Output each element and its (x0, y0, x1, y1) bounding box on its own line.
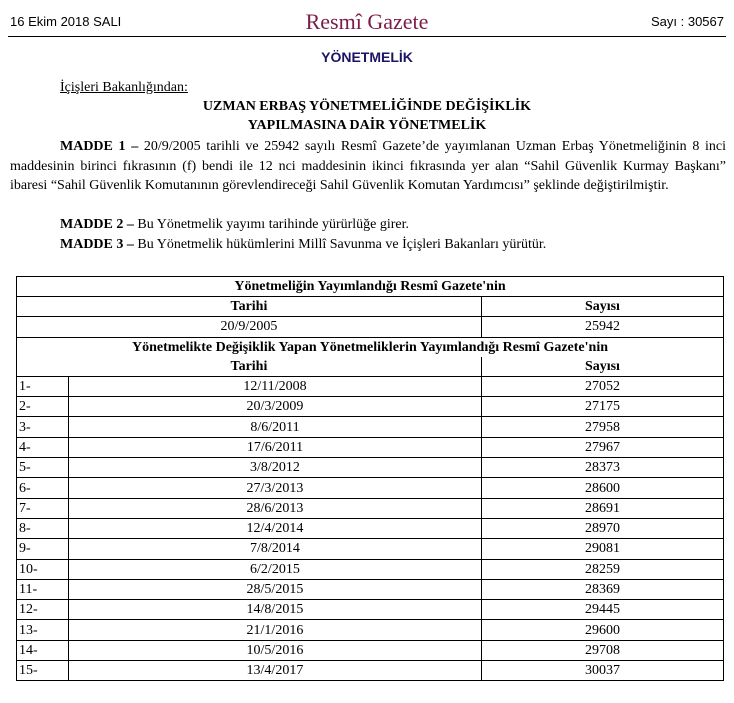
table-row (17, 518, 724, 538)
regulation-title (0, 97, 734, 135)
row-number-cell: 15- (17, 661, 69, 681)
row-date-cell: 13/4/2017 (69, 661, 482, 681)
table-row (17, 539, 724, 559)
number-column-header: Sayısı (481, 297, 723, 317)
table-row (17, 417, 724, 437)
table-row (17, 620, 724, 640)
row-date-cell: 28/6/2013 (69, 498, 482, 518)
article-1-text: 20/9/2005 tarihli ve 25942 sayılı Resmî Gazete’de yayımlanan Uzman Erbaş Yönetmeliğinin 8 inci maddesinin birinci fıkrasının (f) bendi ile 12 nci maddesinin ikinci fıkrasında yer alan “Sahil Güvenlik Kurmay Başkanı” ibaresi “Sahil Güvenlik Komutanının görevlendireceği Sahil Güvenlik Komutan Yardımcısı” şeklinde değiştirilmiştir. (10, 139, 726, 193)
article-3 (60, 237, 546, 253)
row-issue-number-cell: 28970 (481, 518, 723, 538)
regulation-title-line-1: UZMAN ERBAŞ YÖNETMELİĞİNDE DEĞİŞİKLİK (202, 99, 532, 114)
original-row (17, 317, 724, 337)
amendment-header-row (17, 337, 724, 357)
row-issue-number-cell: 28691 (481, 498, 723, 518)
row-number-cell: 13- (17, 620, 69, 640)
table-header-row (17, 277, 724, 297)
table-row (17, 478, 724, 498)
section-title: YÖNETMELİK (321, 49, 413, 65)
date-column-header: Tarihi (17, 297, 482, 317)
original-date-cell: 20/9/2005 (17, 317, 482, 337)
publication-date: 16 Ekim 2018 SALI (10, 14, 122, 29)
table-row (17, 559, 724, 579)
row-issue-number-cell: 29445 (481, 600, 723, 620)
amendment-header-cell: Yönetmelikte Değişiklik Yapan Yönetmeliklerin Yayımlandığı Resmî Gazete'nin (17, 337, 724, 357)
row-number-cell: 9- (17, 539, 69, 559)
row-number-cell: 10- (17, 559, 69, 579)
row-issue-number-cell: 29708 (481, 640, 723, 660)
article-1-label: MADDE 1 – (60, 139, 139, 154)
row-issue-number-cell: 27958 (481, 417, 723, 437)
amendment-history-table (16, 276, 724, 681)
article-3-label: MADDE 3 – (60, 237, 134, 252)
row-issue-number-cell: 28373 (481, 458, 723, 478)
table-row (17, 437, 724, 457)
original-number-cell: 25942 (481, 317, 723, 337)
row-date-cell: 7/8/2014 (69, 539, 482, 559)
row-number-cell: 6- (17, 478, 69, 498)
table-row (17, 458, 724, 478)
table-row (17, 498, 724, 518)
issuing-ministry: İçişleri Bakanlığından: (60, 80, 188, 95)
amendment-number-column-header: Sayısı (481, 357, 723, 377)
issue-number: Sayı : 30567 (651, 14, 724, 29)
row-number-cell: 14- (17, 640, 69, 660)
row-number-cell: 4- (17, 437, 69, 457)
row-issue-number-cell: 29081 (481, 539, 723, 559)
row-number-cell: 3- (17, 417, 69, 437)
row-number-cell: 12- (17, 600, 69, 620)
regulation-title-line-2: YAPILMASINA DAİR YÖNETMELİK (247, 118, 487, 133)
row-date-cell: 17/6/2011 (69, 437, 482, 457)
row-issue-number-cell: 27052 (481, 376, 723, 396)
table-row (17, 376, 724, 396)
table-row (17, 397, 724, 417)
row-date-cell: 6/2/2015 (69, 559, 482, 579)
row-date-cell: 14/8/2015 (69, 600, 482, 620)
row-number-cell: 2- (17, 397, 69, 417)
row-number-cell: 5- (17, 458, 69, 478)
row-date-cell: 21/1/2016 (69, 620, 482, 640)
row-date-cell: 10/5/2016 (69, 640, 482, 660)
article-3-text: Bu Yönetmelik hükümlerini Millî Savunma ve İçişleri Bakanları yürütür. (133, 237, 547, 252)
article-1 (10, 137, 726, 196)
table-row (17, 600, 724, 620)
row-issue-number-cell: 29600 (481, 620, 723, 640)
gazette-title: Resmî Gazete (305, 9, 429, 34)
row-issue-number-cell: 27967 (481, 437, 723, 457)
row-number-cell: 11- (17, 579, 69, 599)
table-row (17, 640, 724, 660)
row-issue-number-cell: 27175 (481, 397, 723, 417)
row-issue-number-cell: 30037 (481, 661, 723, 681)
row-date-cell: 8/6/2011 (69, 417, 482, 437)
row-date-cell: 28/5/2015 (69, 579, 482, 599)
row-issue-number-cell: 28259 (481, 559, 723, 579)
table-row (17, 661, 724, 681)
row-number-cell: 1- (17, 376, 69, 396)
row-number-cell: 8- (17, 518, 69, 538)
article-2 (60, 217, 409, 233)
amendment-subheader-row (17, 357, 724, 377)
row-date-cell: 27/3/2013 (69, 478, 482, 498)
table-subheader-row (17, 297, 724, 317)
article-2-label: MADDE 2 – (60, 217, 134, 232)
row-date-cell: 12/4/2014 (69, 518, 482, 538)
original-header-cell: Yönetmeliğin Yayımlandığı Resmî Gazete'nin (17, 277, 724, 297)
row-issue-number-cell: 28369 (481, 579, 723, 599)
article-2-text: Bu Yönetmelik yayımı tarihinde yürürlüğe girer. (133, 217, 410, 232)
row-date-cell: 20/3/2009 (69, 397, 482, 417)
row-number-cell: 7- (17, 498, 69, 518)
amendment-date-column-header: Tarihi (17, 357, 482, 377)
table-row (17, 579, 724, 599)
row-date-cell: 3/8/2012 (69, 458, 482, 478)
row-issue-number-cell: 28600 (481, 478, 723, 498)
gazette-header (8, 8, 726, 37)
row-date-cell: 12/11/2008 (69, 376, 482, 396)
